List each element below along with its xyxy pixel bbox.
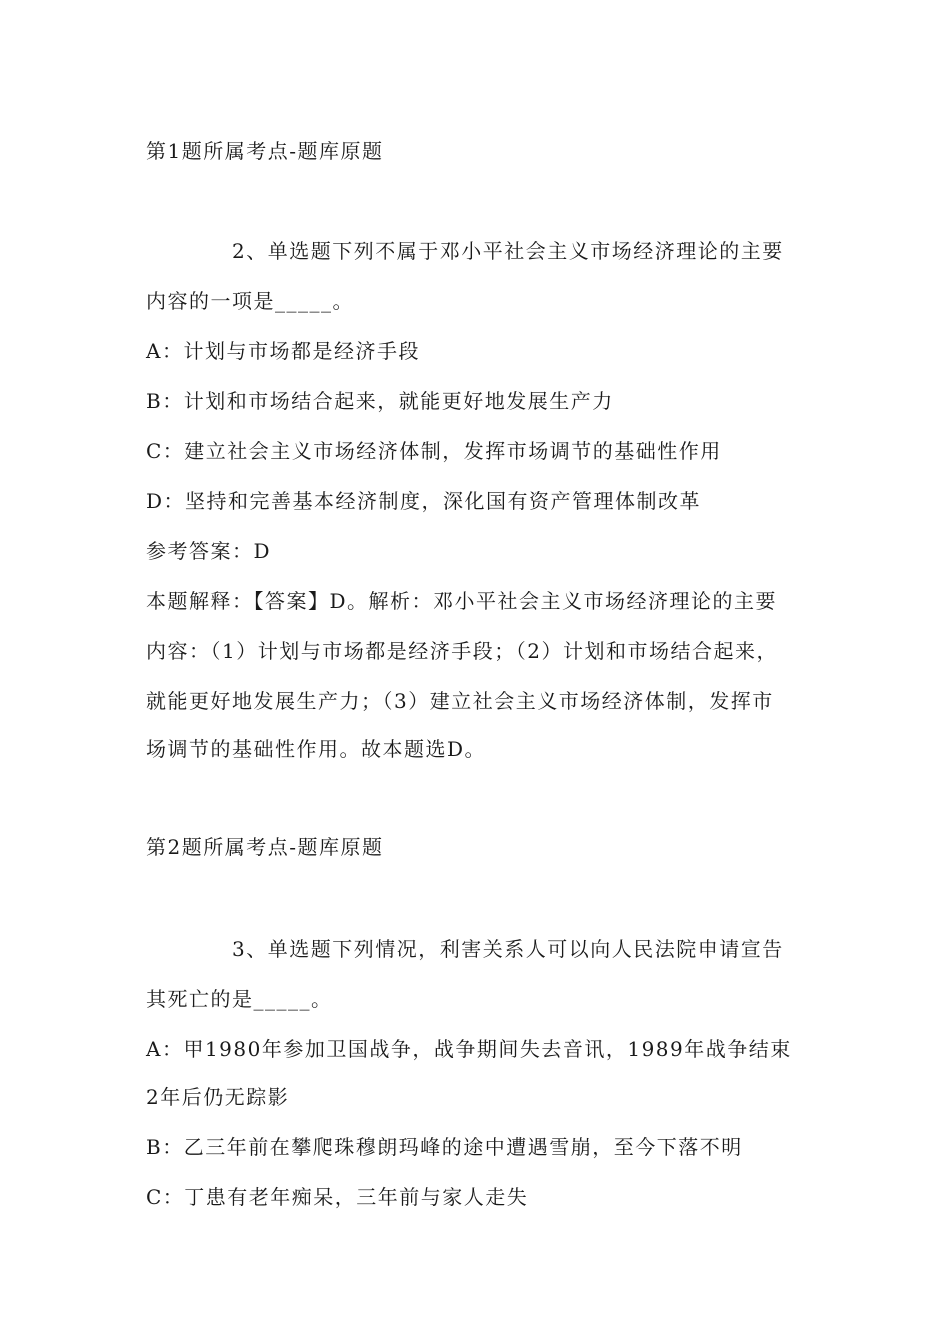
- question-2-explanation-line1: 本题解释：【答案】D。解析：邓小平社会主义市场经济理论的主要: [146, 589, 778, 613]
- question-2-stem-line2: 内容的一项是_____。: [146, 289, 354, 313]
- question-2-option-a: A：计划与市场都是经济手段: [146, 339, 420, 363]
- question-2-option-c: C：建立社会主义市场经济体制，发挥市场调节的基础性作用: [146, 439, 722, 463]
- question-3-option-a-line1: A：甲1980年参加卫国战争，战争期间失去音讯，1989年战争结束: [146, 1037, 792, 1061]
- question-2-stem-line1: 2、单选题下列不属于邓小平社会主义市场经济理论的主要: [232, 239, 784, 263]
- question-2-explanation-line2: 内容：（1）计划与市场都是经济手段；（2）计划和市场结合起来，: [146, 639, 778, 663]
- question-2-option-b: B：计划和市场结合起来，就能更好地发展生产力: [146, 389, 614, 413]
- topic-heading-1: 第1题所属考点-题库原题: [146, 139, 384, 163]
- question-2-explanation-line4: 场调节的基础性作用。故本题选D。: [146, 737, 487, 761]
- question-2-option-d: D：坚持和完善基本经济制度，深化国有资产管理体制改革: [146, 489, 702, 513]
- question-3-stem-line1: 3、单选题下列情况，利害关系人可以向人民法院申请宣告: [232, 937, 784, 961]
- question-3-option-a-line2: 2年后仍无踪影: [146, 1085, 290, 1109]
- question-3-option-c: C：丁患有老年痴呆，三年前与家人走失: [146, 1185, 529, 1209]
- question-2-answer: 参考答案：D: [146, 539, 272, 563]
- question-3-stem-line2: 其死亡的是_____。: [146, 987, 333, 1011]
- topic-heading-2: 第2题所属考点-题库原题: [146, 835, 384, 859]
- question-3-option-b: B：乙三年前在攀爬珠穆朗玛峰的途中遭遇雪崩，至今下落不明: [146, 1135, 743, 1159]
- question-2-explanation-line3: 就能更好地发展生产力；（3）建立社会主义市场经济体制，发挥市: [146, 689, 774, 713]
